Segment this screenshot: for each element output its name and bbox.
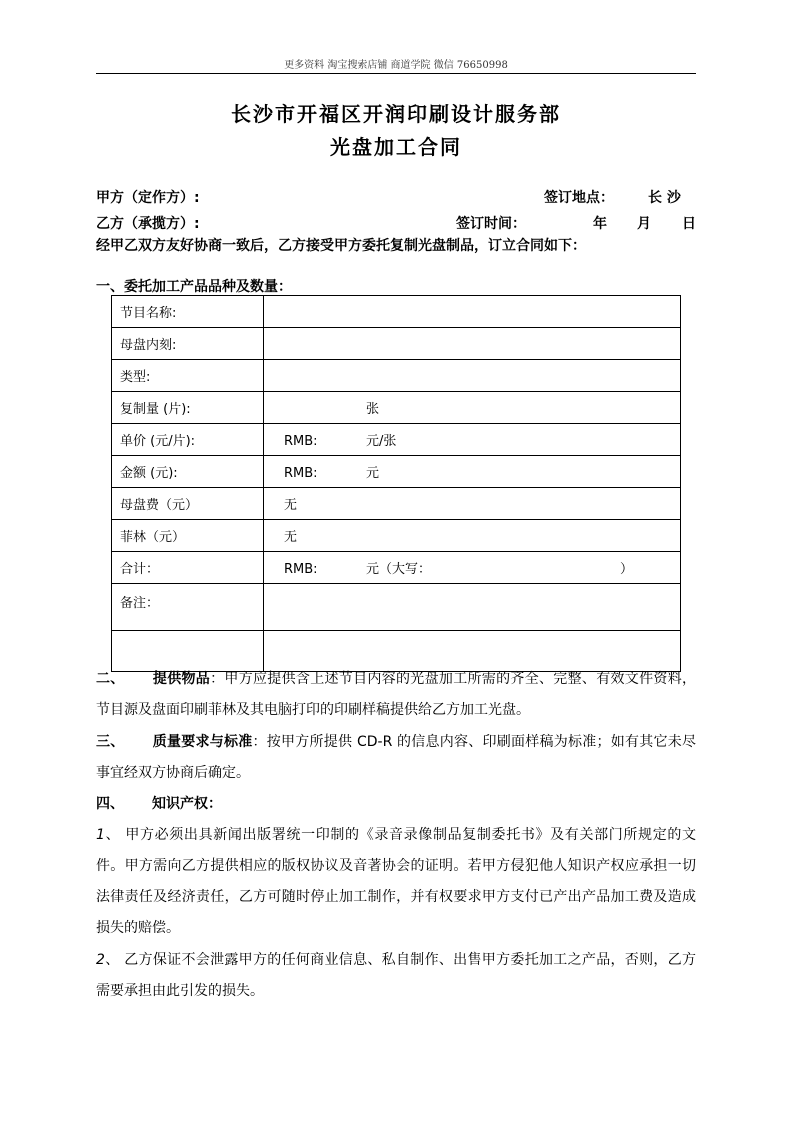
- film-fee-value: 无: [264, 520, 681, 552]
- clause-2-text: 、 乙方保证不会泄露甲方的任何商业信息、私自制作、出售甲方委托加工之产品，否则，乙方需要承担由此引发的损失。: [96, 952, 696, 999]
- total-value: [264, 552, 681, 584]
- sign-place-label: 签订地点：: [544, 190, 614, 206]
- table-row: [112, 520, 681, 552]
- section-3-body: ：按甲方所提供 CD-R 的信息内容、印刷面样稿为标准；如有其它未尽事宜经双方协商后确定。: [96, 734, 697, 781]
- table-row: [112, 328, 681, 360]
- section-3-heading: 质量要求与标准: [152, 734, 253, 750]
- unit-price-unit: 元/张: [366, 434, 397, 449]
- amount-unit: 元: [366, 466, 380, 481]
- program-name-value: [264, 296, 681, 328]
- table-row: [112, 552, 681, 584]
- section-1-heading: 一、委托加工产品品种及数量：: [96, 279, 292, 295]
- remarks-value: [264, 584, 681, 631]
- section-3-number: 三、: [96, 734, 125, 750]
- master-fee-label: 母盘费（元）: [112, 488, 264, 520]
- table-row: [112, 424, 681, 456]
- contract-title: 光盘加工合同: [330, 135, 462, 159]
- section-2-number: 二、: [96, 671, 125, 687]
- type-value: [264, 360, 681, 392]
- unit-price-label: 单价 (元/片):: [112, 424, 264, 456]
- page-header: 更多资料 淘宝搜索店铺 商道学院 微信 76650998: [284, 60, 508, 71]
- section-4-number: 四、: [96, 796, 124, 812]
- table-row: [112, 296, 681, 328]
- type-label: 类型:: [112, 360, 264, 392]
- section-4: [96, 789, 696, 820]
- section-4-heading: 知识产权：: [152, 796, 222, 812]
- clause-1: [96, 820, 696, 944]
- amount-value: [264, 456, 681, 488]
- master-engraving-label: 母盘内刻:: [112, 328, 264, 360]
- day-label: 日: [682, 216, 696, 232]
- section-2-heading: 提供物品: [152, 671, 211, 687]
- party-a-label: 甲方（定作方）:: [96, 190, 200, 206]
- sign-time-label: 签订时间：: [456, 216, 526, 232]
- film-fee-label: 菲林（元）: [112, 520, 264, 552]
- section-2: [96, 664, 696, 726]
- quantity-label: 复制量 (片):: [112, 392, 264, 424]
- table-row: [112, 392, 681, 424]
- party-a-line: [96, 187, 696, 207]
- remarks-label: 备注：: [112, 584, 264, 631]
- table-row: [112, 488, 681, 520]
- clause-1-text: 、 甲方必须出具新闻出版署统一印制的《录音录像制品复制委托书》及有关部门所规定的文件。甲方需向乙方提供相应的版权协议及音著协会的证明。若甲方侵犯他人知识产权应承担一切法律责任及经济责任，乙方可随时停止加工制作，并有权要求甲方支付已产出产品加工费及造成损失的赔偿。: [96, 827, 696, 936]
- total-close-paren: ）: [620, 562, 634, 577]
- unit-price-value: [264, 424, 681, 456]
- master-engraving-value: [264, 328, 681, 360]
- total-currency: RMB:: [284, 562, 318, 577]
- section-2-body: ：甲方应提供含上述节目内容的光盘加工所需的齐全、完整、有效文件资料，节目源及盘面印刷菲林及其电脑打印的印刷样稿提供给乙方加工光盘。: [96, 671, 697, 718]
- quantity-value: [264, 392, 681, 424]
- product-table: [111, 295, 681, 672]
- quantity-unit: 张: [366, 402, 380, 417]
- clause-2: [96, 945, 696, 1007]
- amount-currency: RMB:: [284, 466, 318, 481]
- amount-label: 金额 (元):: [112, 456, 264, 488]
- sign-place-value: 长 沙: [648, 190, 681, 206]
- total-label: 合计：: [112, 552, 264, 584]
- table-row: [112, 584, 681, 631]
- month-label: 月: [637, 216, 651, 232]
- company-title: 长沙市开福区开润印刷设计服务部: [231, 102, 561, 126]
- table-row: [112, 456, 681, 488]
- unit-price-currency: RMB:: [284, 434, 318, 449]
- total-unit: 元（大写：: [366, 562, 432, 577]
- intro-text: 经甲乙双方友好协商一致后，乙方接受甲方委托复制光盘制品，订立合同如下：: [96, 238, 586, 254]
- party-b-label: 乙方（承揽方）:: [96, 216, 200, 232]
- year-label: 年: [593, 216, 607, 232]
- program-name-label: 节目名称:: [112, 296, 264, 328]
- clause-2-number: 2: [96, 952, 105, 968]
- party-b-line: [96, 213, 696, 233]
- header-rule: [96, 73, 696, 74]
- master-fee-value: 无: [264, 488, 681, 520]
- clause-1-number: 1: [96, 827, 105, 843]
- table-row: [112, 360, 681, 392]
- section-3: [96, 727, 696, 789]
